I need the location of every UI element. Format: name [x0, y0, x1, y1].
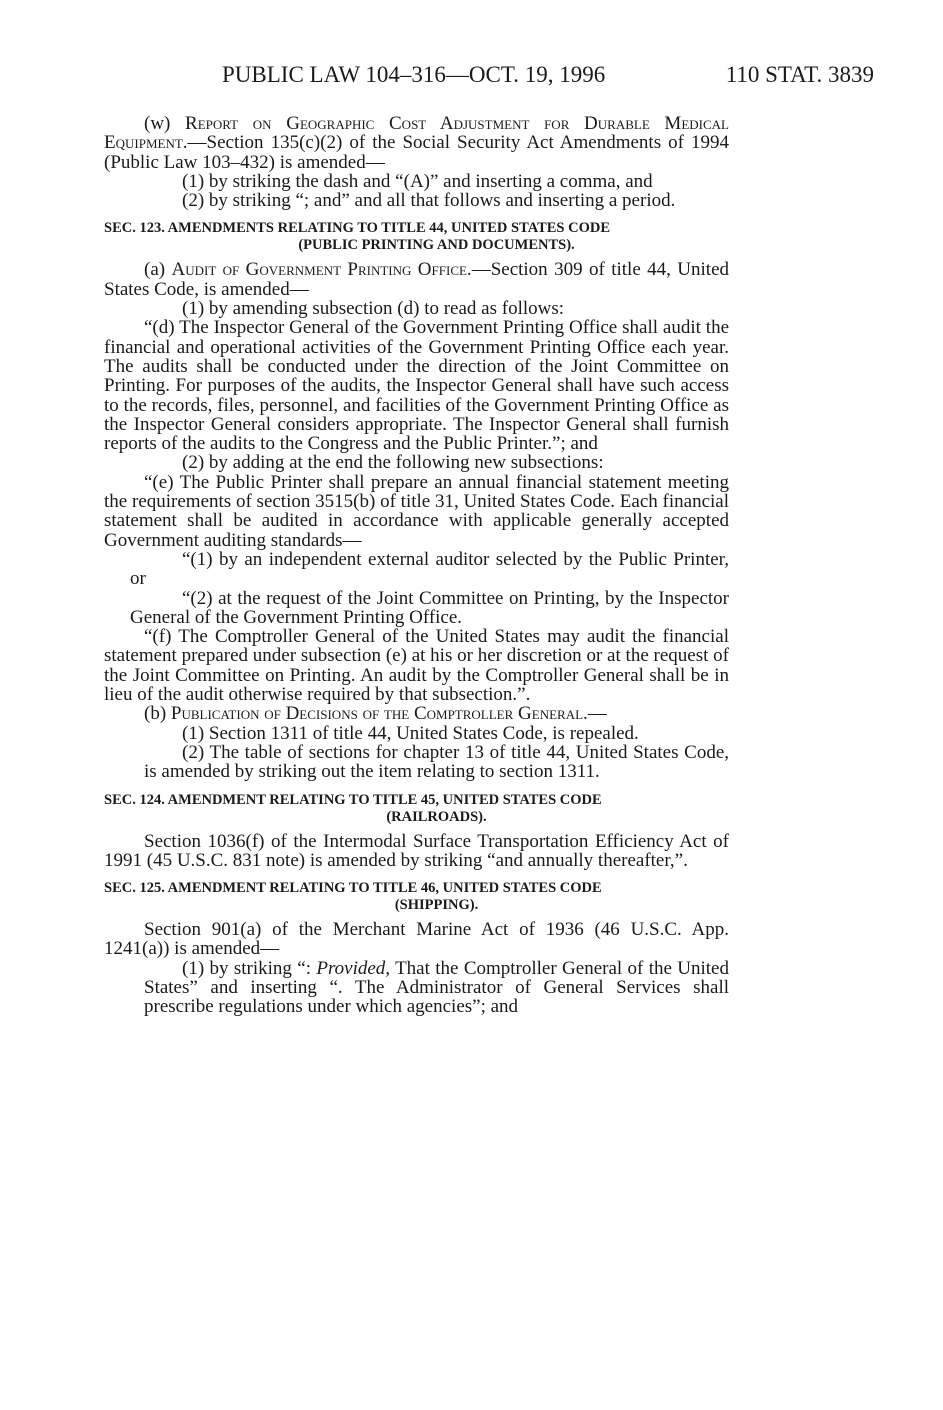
subsection-a-item-2: (2) by adding at the end the following new subsections:	[182, 452, 604, 474]
section-125-text: Section 901(a) of the Merchant Marine Act of 1936 (46 U.S.C. App. 1241(a)) is amended—	[104, 919, 729, 960]
subsection-b-item-1: (1) Section 1311 of title 44, United States Code, is repealed.	[182, 722, 639, 744]
statute-page-reference: 110 STAT. 3839	[725, 62, 874, 87]
subsection-a-heading: Audit of Government Printing Office.	[171, 259, 472, 281]
quoted-subsection-e-1: “(1) by an independent external auditor selected by the Public Printer, or	[130, 548, 729, 590]
quoted-subsection-e-2: “(2) at the request of the Joint Committee on Printing, by the Inspector General of the Government Printing Office.	[130, 587, 729, 628]
section-124-text: Section 1036(f) of the Intermodal Surface Transportation Efficiency Act of 1991 (45 U.S.C. 831 note) is amended by striking “and annually thereafter,”.	[104, 830, 729, 871]
section-123-heading: SEC. 123. AMENDMENTS RELATING TO TITLE 44, UNITED STATES CODE (PUBLIC PRINTING AND DOCUMENTS).	[104, 220, 611, 254]
quoted-subsection-f: “(f) The Comptroller General of the United States may audit the financial statement prepared under subsection (e) at his or her discretion or at the request of the Joint Committee on Printing. An audit by the Comptroller General shall be in lieu of the audit otherwise required by that subsection.”.	[104, 626, 729, 706]
proviso-italic: Provided,	[316, 957, 391, 979]
section-125-heading: SEC. 125. AMENDMENT RELATING TO TITLE 46, UNITED STATES CODE (SHIPPING).	[104, 880, 602, 914]
section-124-heading: SEC. 124. AMENDMENT RELATING TO TITLE 45, UNITED STATES CODE (RAILROADS).	[104, 791, 602, 825]
subsection-b: (b) Publication of Decisions of the Comptroller General.—	[144, 703, 607, 725]
quoted-subsection-d: “(d) The Inspector General of the Government Printing Office shall audit the financial and operational activities of the Government Printing Office each year. The audits shall be conducted under the direction of the Joint Committee on Printing. For purposes of the audits, the Inspector General shall have such access to the records, files, personnel, and facilities of the Government Printing Office as the Inspector General considers appropriate. The Inspector General shall furnish reports of the audits to the Congress and the Public Printer.”; and	[104, 317, 729, 455]
subsection-a-item-1: (1) by amending subsection (d) to read as follows:	[182, 298, 565, 320]
running-head: PUBLIC LAW 104–316—OCT. 19, 1996	[222, 62, 606, 87]
subsection-a: (a) Audit of Government Printing Office.—Section 309 of title 44, United States Code, is amended—	[104, 259, 730, 300]
subsection-b-heading: Publication of Decisions of the Comptroller General.	[170, 703, 588, 725]
paragraph-w-item-1: (1) by striking the dash and “(A)” and inserting a comma, and	[182, 170, 653, 192]
paragraph-w: (w) Report on Geographic Cost Adjustment for Durable Medical Equipment.—Section 135(c)(2) of the Social Security Act Amendments of 1994 (Public Law 103–432) is amended—	[104, 113, 729, 173]
paragraph-w-heading: Report on Geographic Cost Adjustment for Durable Medical Equipment.	[104, 113, 729, 154]
page-body	[104, 114, 729, 1017]
subsection-b-item-2: (2) The table of sections for chapter 13 of title 44, United States Code, is amended by striking out the item relating to section 1311.	[144, 741, 729, 783]
section-125-item-1: (1) by striking “: Provided, That the Comptroller General of the United States” and inserting “. The Administrator of General Services shall prescribe regulations under which agencies”; and	[144, 957, 729, 1018]
paragraph-w-item-2: (2) by striking “; and” and all that follows and inserting a period.	[182, 190, 676, 212]
quoted-subsection-e: “(e) The Public Printer shall prepare an annual financial statement meeting the requirements of section 3515(b) of title 31, United States Code. Each financial statement shall be audited in accordance with applicable generally accepted Government auditing standards—	[104, 471, 729, 551]
page-header	[104, 62, 874, 92]
